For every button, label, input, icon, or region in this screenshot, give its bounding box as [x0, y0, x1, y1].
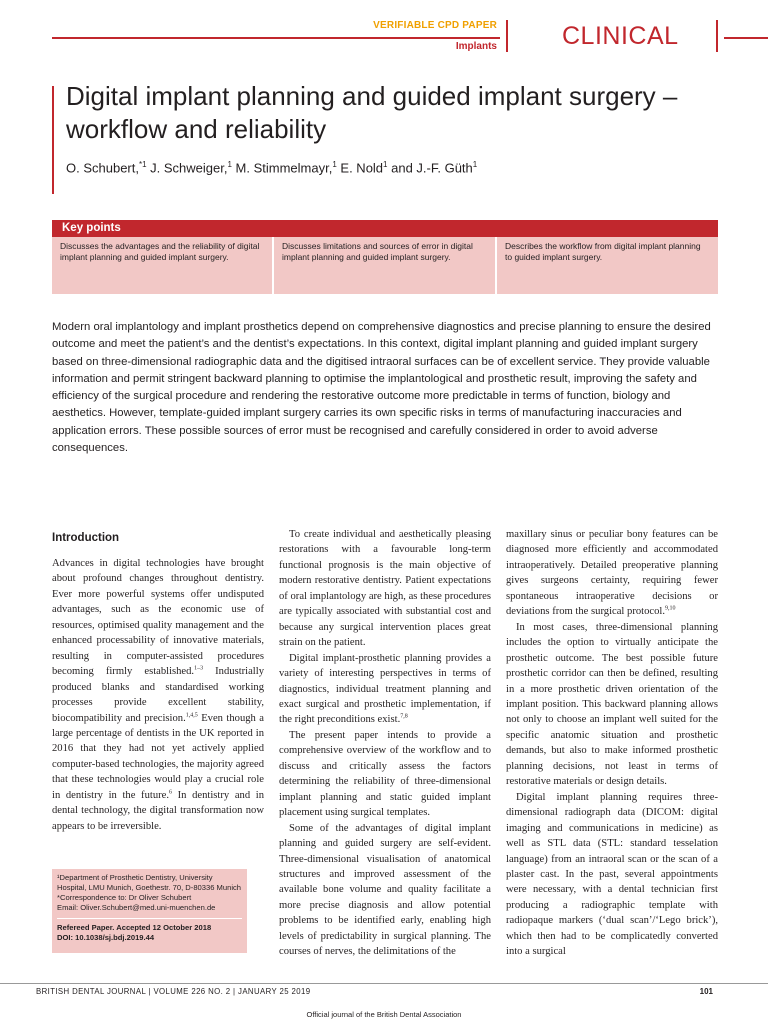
journal-info: BRITISH DENTAL JOURNAL | VOLUME 226 NO. 2 | JANUARY 25 2019 — [36, 987, 311, 996]
citation: 7,8 — [400, 713, 408, 720]
body-paragraph: The present paper intends to provide a comprehensive overview of the workflow and to discuss and critically assess the factors determining the reliability of three-dimensional implant planning and static guided implant placement using surgical templates. — [279, 729, 491, 819]
abstract: Modern oral implantology and implant prosthetics depend on comprehensive diagnostics and precise planning to ensure the desired outcome and meet the patient’s and the dentist’s expectations. In this context, digital implant planning and guided implant surgery based on three-dimensional radiographic data and the digitised intraoral surfaces can be of excellent service. They provide valuable information and permit stringent backward planning to optimise the implantological and prosthetic result, improving the safety and efficiency of the surgical procedure and rendering the restorative outcome more predictable in terms of function, biology and aesthetics. However, template-guided implant surgery carries its own specific risks in terms of manufacturing inaccuracies and application errors. These possible sources of error must be recognised and carefully considered in order to avoid adverse consequences. — [52, 321, 711, 455]
header-divider-1 — [506, 20, 508, 52]
article-title: Digital implant planning and guided implant surgery – workflow and reliability — [66, 81, 678, 144]
column-1 — [52, 531, 264, 834]
footer-rule — [0, 983, 768, 984]
citation: 1 — [227, 160, 232, 169]
refereed-note: Refereed Paper. Accepted 12 October 2018 — [57, 923, 212, 932]
column-2 — [279, 527, 491, 960]
header-divider-2 — [716, 20, 718, 52]
key-point-1: Discusses the advantages and the reliability of digital implant planning and guided implant surgery. — [52, 237, 272, 294]
author-list: O. Schubert,$^{*1}$ J. Schweiger,$^1$ M. Stimmelmayr,$^1$ E. Nold$^1$ and J.-F. Güth$^1$ — [66, 160, 478, 176]
correspondence: *Correspondence to: Dr Oliver Schubert — [57, 893, 192, 902]
body-paragraph: maxillary sinus or peculiar bony features can be diagnosed more efficiently and accommodated intraoperatively. Detailed preoperative planning gives surgeons certainty, requiring fewer spontaneous intraoperative decisions or deviations from the surgical protocol.$^{9,10}$ — [506, 529, 718, 618]
title-accent-bar — [52, 86, 54, 194]
citation: 6 — [169, 789, 172, 796]
intro-paragraph: Advances in digital technologies have brought about profound changes throughout dentistry. Ever more powerful systems offer undisputed advantages, such as the economic use of resources, optimised quality management and the enhanced processability of innovative materials, resulting in computer-assisted procedures becoming firmly established.$^{1-3}$ Industrially produced blanks and standardised working processes provide excellent stability, biocompatibility and precision.$^{1,4,5}$ Even though a large percentage of dentists in the UK reported in 2016 that they had not yet actively applied computer-based technologies, the majority agreed that these technologies would play a crucial role in dentistry in the future.$^6$ In dentistry and in dental technology, the digital transformation now appears to be irreversible. — [52, 558, 265, 832]
header-rule-right — [724, 37, 768, 39]
citation: 1 — [383, 160, 388, 169]
body-paragraph: To create individual and aesthetically pleasing restorations with a favourable long-term functional prognosis is the main objective of modern restorative dentistry. Patient expectations of oral implantology are high, as these procedures are typically associated with substantial cost and because any surgical intervention places great strain on the patient. — [279, 529, 491, 649]
column-3 — [506, 527, 718, 960]
body-paragraph: In most cases, three-dimensional planning includes the option to virtually anticipate the prosthetic outcome. The best possible future prosthetic corridor can then be defined, resulting in a more prosthetic driven orientation of the implant position. This backward planning allows not only to choose an implant well suited for the specific anatomic situation and prosthetic demands, but also to make informed prosthetic planning decisions, not least in terms of restorative materials or design details. — [506, 621, 718, 788]
key-points-heading: Key points — [52, 220, 718, 237]
category-label: CLINICAL — [562, 22, 679, 50]
citation: 1,4,5 — [185, 712, 198, 718]
doi: DOI: 10.1038/sj.bdj.2019.44 — [57, 933, 155, 942]
affiliation-dept: ¹Department of Prosthetic Dentistry, University Hospital, LMU Munich, Goethestr. 70, D-80336 Munich — [57, 873, 242, 892]
citation: 1 — [332, 160, 337, 169]
body-paragraph: Digital implant-prosthetic planning provides a variety of interesting perspectives in terms of diagnostics, individual treatment planning and exact surgical and prosthetic implementation, if the right preconditions exist.$^{7,8}$ — [279, 652, 491, 726]
affiliation-divider — [57, 918, 242, 919]
citation: 1–3 — [194, 665, 204, 672]
key-point-3: Describes the workflow from digital implant planning to guided implant surgery. — [497, 237, 718, 294]
page-number: 101 — [699, 987, 713, 996]
key-point-2: Discusses limitations and sources of error in digital implant planning and guided implant surgery. — [274, 237, 495, 294]
section-label: Implants — [455, 41, 497, 52]
body-paragraph: Some of the advantages of digital implant planning and guided surgery are self-evident. Three-dimensional visualisation of anatomical structures and improved assessment of the available bone volume and quality facilitate a more precise diagnosis and allow potential problems to be identified early, enabling high levels of predictability in surgical planning. The courses of nerves, the delimitations of the — [279, 822, 491, 958]
citation: 9,10 — [664, 605, 676, 612]
official-journal-note: Official journal of the British Dental Association — [306, 1010, 462, 1019]
header-rule-left — [52, 37, 500, 39]
citation: *1 — [138, 160, 147, 169]
affiliation-box — [52, 869, 247, 953]
citation: 1 — [472, 160, 478, 169]
cpd-label: VERIFIABLE CPD PAPER — [373, 20, 497, 31]
introduction-heading: Introduction — [52, 532, 120, 544]
body-paragraph: Digital implant planning requires three-dimensional radiograph data (DICOM: digital imaging and communications in medicine) as well as STL data (STL: standard tesselation language) from an intraoral scan or the scan of a plaster cast. In the past, several appointments were necessary, with a dental technician first producing a radiographic template with radiopaque markers (‘dual scan’/‘Lego brick’), which then had to be complicatedly converted into a surgical — [506, 791, 718, 958]
email: Email: Oliver.Schubert@med.uni-muenchen.de — [57, 903, 216, 912]
